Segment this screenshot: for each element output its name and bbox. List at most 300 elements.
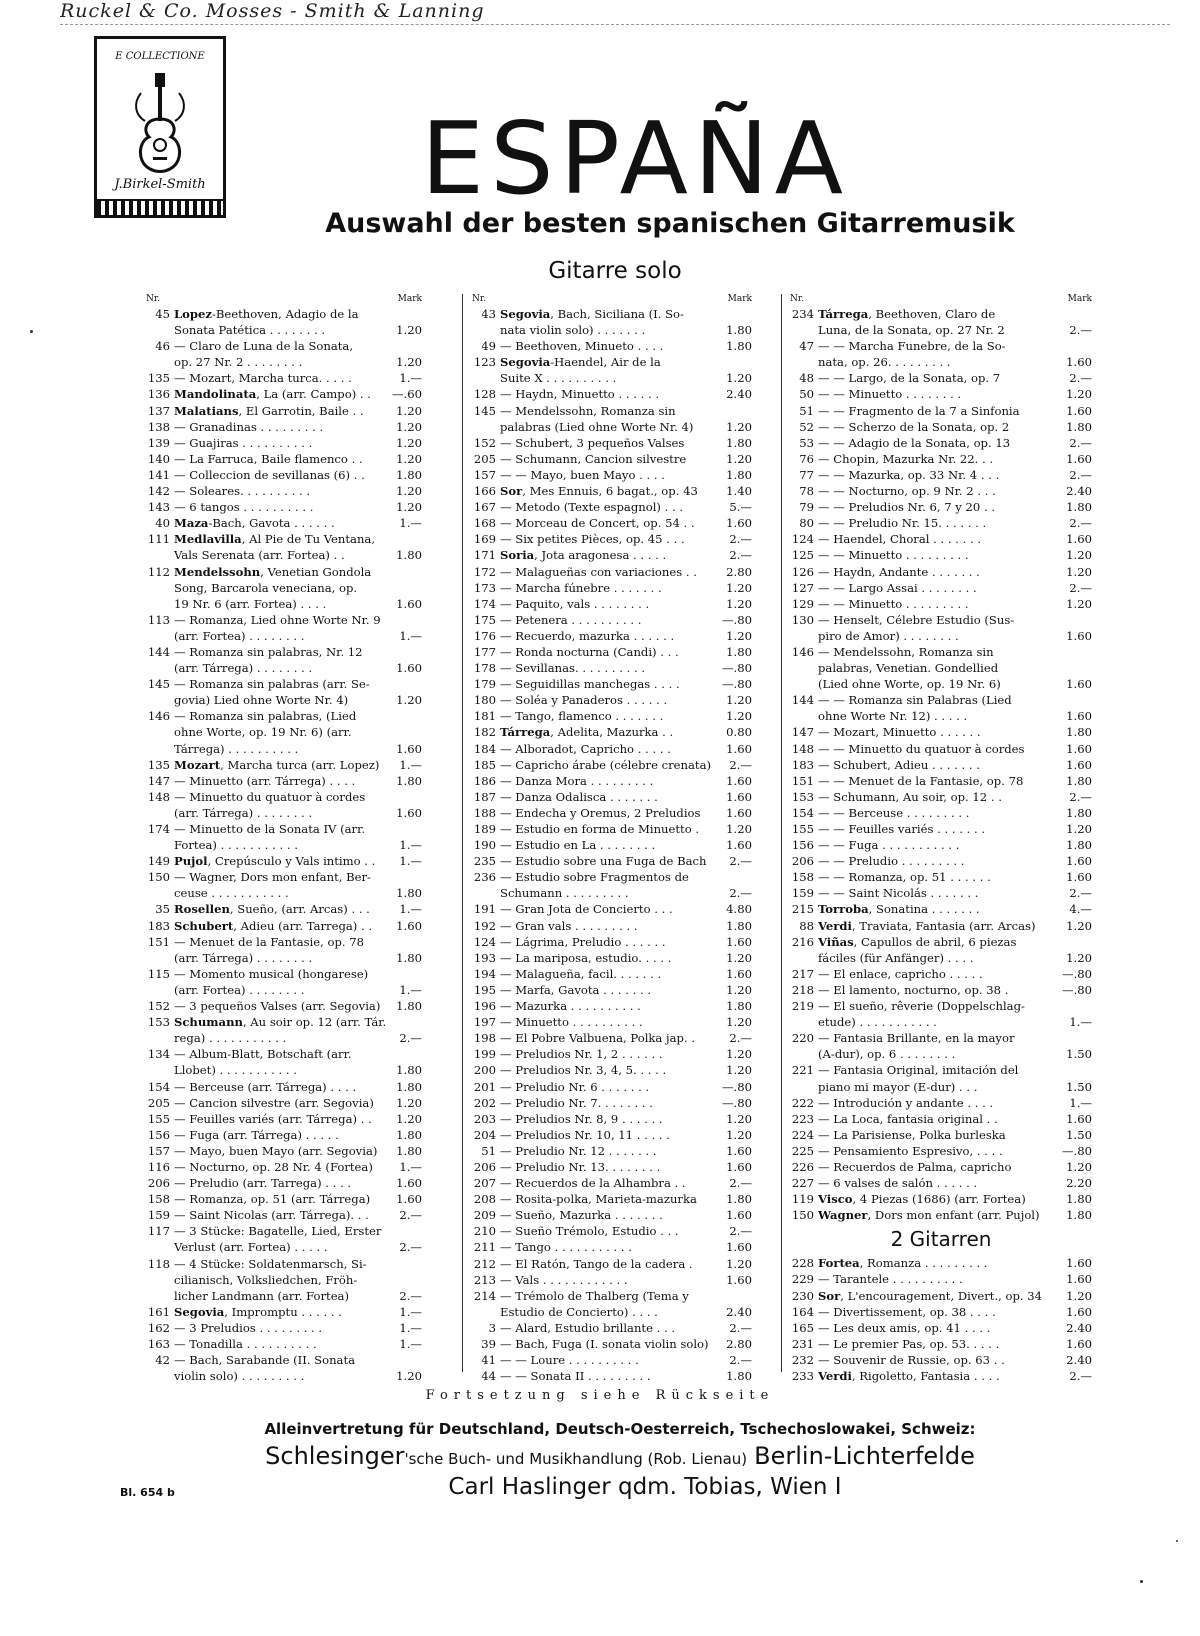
entry-price: 1.20 — [396, 484, 422, 499]
catalog-entry — [472, 773, 752, 789]
entry-title: — Romanza sin palabras, Nr. 12 — [174, 644, 363, 659]
entry-title: — Estudio sobre una Fuga de Bach — [500, 854, 707, 869]
entry-price: 1.20 — [396, 1111, 422, 1126]
entry-price: 1.50 — [1066, 1127, 1092, 1142]
catalog-entry — [790, 596, 1092, 612]
entry-number: 172 — [473, 564, 496, 579]
catalog-entry — [146, 1191, 422, 1207]
entry-price — [388, 966, 422, 982]
catalog-entry — [790, 1207, 1092, 1223]
entry-price — [718, 306, 752, 322]
catalog-entry — [472, 1079, 752, 1095]
entry-title: licher Landmann (arr. Fortea) — [174, 1288, 349, 1303]
entry-title: — Lágrima, Preludio . . . . . . — [500, 934, 666, 949]
catalog-entry — [790, 564, 1092, 580]
catalog-entry — [146, 821, 422, 837]
entry-number: 232 — [791, 1352, 814, 1367]
entry-title: — El lamento, nocturno, op. 38 . — [818, 982, 1009, 997]
entry-number: 77 — [799, 467, 814, 482]
catalog-entry — [790, 789, 1092, 805]
entry-title: — Recuerdo, mazurka . . . . . . — [500, 628, 675, 643]
entry-number: 230 — [791, 1288, 814, 1303]
entry-number: 195 — [473, 982, 496, 997]
catalog-entry — [146, 435, 422, 451]
entry-number: 162 — [147, 1320, 170, 1335]
entry-price: 1.80 — [1066, 838, 1092, 853]
entry-number: 231 — [791, 1336, 814, 1351]
entry-title: — Preludio Nr. 13. . . . . . . . — [500, 1159, 661, 1174]
entry-title: — Sueño, Mazurka . . . . . . . — [500, 1208, 663, 1223]
entry-price: 1.60 — [396, 805, 422, 820]
column-header-mark: Mark — [727, 294, 752, 304]
entry-price: 2.— — [1069, 1369, 1092, 1383]
publisher-description: 'sche Buch- und Musikhandlung (Rob. Lienau) — [404, 1450, 748, 1468]
catalog-entry — [146, 322, 422, 338]
entry-title: — Danza Odalisca . . . . . . . — [500, 789, 658, 804]
entry-title: fáciles (für Anfänger) . . . . — [818, 950, 974, 965]
entry-number: 159 — [791, 886, 814, 901]
entry-title: — — Preludio . . . . . . . . . — [818, 854, 965, 869]
entry-title: ohne Worte, op. 19 Nr. 6) (arr. — [174, 725, 352, 740]
entry-title: — Menuet de la Fantasie, op. 78 — [174, 934, 365, 949]
entry-number: 48 — [799, 371, 814, 386]
catalog-entry — [146, 580, 422, 596]
entry-number: 134 — [147, 1047, 170, 1062]
entry-title: Luna, de la Sonata, op. 27 Nr. 2 — [818, 323, 1005, 338]
entry-price: 2.— — [1069, 516, 1092, 531]
entry-title: Verdi, Traviata, Fantasia (arr. Arcas) — [818, 918, 1036, 933]
catalog-entry — [472, 998, 752, 1014]
catalog-entry — [472, 483, 752, 499]
entry-price: 1.— — [399, 1304, 422, 1319]
entry-title: — Mozart, Minuetto . . . . . . — [818, 725, 981, 740]
entry-number: 116 — [147, 1159, 170, 1174]
entry-price — [718, 354, 752, 370]
entry-title: — Morceau de Concert, op. 54 . . — [500, 516, 695, 531]
entry-number: 44 — [481, 1369, 496, 1384]
catalog-entry — [146, 1159, 422, 1175]
entry-number: 164 — [791, 1304, 814, 1319]
entry-title: Suite X . . . . . . . . . . — [500, 371, 617, 386]
entry-price — [388, 869, 422, 885]
continued-note: Fortsetzung siehe Rückseite — [425, 1388, 775, 1403]
entry-number: 209 — [473, 1208, 496, 1223]
entry-number: 130 — [791, 612, 814, 627]
entry-number: 150 — [791, 1208, 814, 1223]
entry-number: 80 — [799, 516, 814, 531]
entry-title: — El enlace, capricho . . . . . — [818, 966, 983, 981]
entry-number: 203 — [473, 1111, 496, 1126]
entry-price — [1058, 306, 1092, 322]
entry-price: 1.20 — [1066, 918, 1092, 933]
entry-number: 154 — [147, 1079, 170, 1094]
catalog-entry — [146, 1320, 422, 1336]
entry-price: 1.— — [399, 628, 422, 643]
entry-number: 145 — [473, 403, 496, 418]
entry-number — [790, 676, 818, 692]
entry-price: 1.20 — [1066, 596, 1092, 611]
catalog-entry — [472, 982, 752, 998]
entry-price: 2.— — [399, 1031, 422, 1046]
catalog-entry — [472, 1175, 752, 1191]
entry-number: 138 — [147, 419, 170, 434]
entry-title: — — Mayo, buen Mayo . . . . — [500, 467, 665, 482]
entry-price: 1.60 — [1066, 870, 1092, 885]
entry-price: 4.80 — [726, 902, 752, 917]
entry-title: — Feuilles variés (arr. Tárrega) . . — [174, 1111, 372, 1126]
entry-title: Mendelssohn, Venetian Gondola — [174, 564, 372, 579]
column-header-mark: Mark — [1067, 294, 1092, 304]
entry-price: 2.— — [1069, 435, 1092, 450]
entry-number: 184 — [473, 741, 496, 756]
entry-title: — Tonadilla . . . . . . . . . . — [174, 1337, 317, 1351]
entry-number — [790, 1014, 818, 1030]
entry-title: Song, Barcarola veneciana, op. — [174, 580, 358, 595]
entry-price: —.80 — [721, 661, 752, 676]
entry-title: — Haendel, Choral . . . . . . . — [818, 532, 982, 547]
entry-number: 174 — [147, 822, 170, 836]
catalog-entry — [790, 1046, 1092, 1062]
entry-price: 2.— — [729, 757, 752, 772]
catalog-entry — [790, 741, 1092, 757]
catalog-entry — [146, 451, 422, 467]
catalog-entry — [790, 837, 1092, 853]
catalog-entry — [790, 1127, 1092, 1143]
entry-title: — Colleccion de sevillanas (6) . . — [174, 467, 365, 482]
entry-price: 1.20 — [726, 1047, 752, 1062]
entry-price: 1.60 — [396, 596, 422, 611]
entry-title: — — Romanza sin Palabras (Lied — [818, 693, 1012, 708]
catalog-entry — [146, 918, 422, 934]
entry-price: 2.— — [729, 548, 752, 563]
entry-title: — Bach, Fuga (I. sonata violin solo) — [500, 1337, 709, 1351]
catalog-entry — [146, 805, 422, 821]
entry-title: — Sueño Trémolo, Estudio . . . — [500, 1224, 679, 1239]
entry-price: 1.80 — [396, 1143, 422, 1158]
entry-title: — Gran Jota de Concierto . . . — [500, 902, 673, 917]
entry-title: — — Minuetto . . . . . . . . . — [818, 596, 969, 611]
catalog-entry — [146, 1127, 422, 1143]
entry-price: 1.20 — [726, 1256, 752, 1271]
catalog-entry — [472, 564, 752, 580]
entry-number — [146, 547, 174, 563]
entry-price: 1.60 — [726, 1159, 752, 1174]
entry-number: 193 — [473, 950, 496, 965]
entry-number: 111 — [147, 532, 170, 547]
catalog-entry — [472, 1111, 752, 1127]
catalog-entry — [146, 403, 422, 419]
entry-price: 1.80 — [1066, 500, 1092, 515]
entry-number: 53 — [799, 435, 814, 450]
catalog-entry — [790, 1175, 1092, 1191]
column-header-nr: Nr. — [790, 294, 805, 304]
entry-price: 1.— — [399, 1320, 422, 1335]
entry-price: 2.— — [1069, 886, 1092, 901]
entry-price: 1.80 — [396, 1079, 422, 1094]
catalog-entry — [146, 515, 422, 531]
entry-number: 192 — [473, 918, 496, 933]
entry-price — [388, 564, 422, 580]
entry-price: 1.— — [1069, 1015, 1092, 1030]
entry-number: 177 — [473, 644, 496, 659]
catalog-entry — [472, 805, 752, 821]
entry-price — [718, 1288, 752, 1304]
entry-title: — Preludio Nr. 6 . . . . . . . — [500, 1079, 650, 1094]
entry-title: Vals Serenata (arr. Fortea) . . — [174, 548, 345, 563]
entry-title: ohne Worte Nr. 12) . . . . . — [818, 709, 968, 724]
entry-number: 222 — [791, 1095, 814, 1110]
entry-price: 1.— — [399, 838, 422, 853]
entry-title: — Rosita-polka, Marieta-mazurka — [500, 1192, 697, 1207]
column-header — [146, 294, 422, 304]
entry-title: — Album-Blatt, Botschaft (arr. — [174, 1047, 352, 1062]
entry-number: 226 — [791, 1159, 814, 1174]
paper-speck — [30, 330, 33, 333]
entry-number — [790, 628, 818, 644]
entry-title: Lopez-Beethoven, Adagio de la — [174, 307, 359, 321]
catalog-entry — [472, 1159, 752, 1175]
entry-number: 183 — [791, 757, 814, 772]
entry-title: govia) Lied ohne Worte Nr. 4) — [174, 693, 349, 708]
entry-price: 1.20 — [396, 435, 422, 450]
catalog-entry — [790, 1352, 1092, 1368]
entry-price: 4.— — [1069, 902, 1092, 917]
entry-title: — Estudio en La . . . . . . . . — [500, 838, 656, 853]
entry-title: (arr. Tárrega) . . . . . . . . — [174, 950, 313, 965]
entry-number: 194 — [473, 966, 496, 981]
entry-number: 178 — [473, 661, 496, 676]
entry-price: 1.60 — [726, 838, 752, 853]
entry-title: — Claro de Luna de la Sonata, — [174, 339, 354, 354]
entry-price: 1.60 — [726, 1208, 752, 1223]
entry-title: etude) . . . . . . . . . . . — [818, 1015, 937, 1030]
entry-number: 118 — [147, 1256, 170, 1271]
entry-price: 1.20 — [396, 451, 422, 466]
entry-title: — Alard, Estudio brillante . . . — [500, 1320, 676, 1335]
entry-number: 174 — [473, 596, 496, 611]
catalog-entry — [472, 419, 752, 435]
entry-number — [790, 1079, 818, 1095]
catalog-entry — [146, 1336, 422, 1352]
entry-number: 52 — [799, 419, 814, 434]
entry-price: 1.80 — [396, 1127, 422, 1142]
entry-price: 1.60 — [396, 741, 422, 756]
catalog-entry — [790, 547, 1092, 563]
catalog-entry — [146, 692, 422, 708]
entry-number: 135 — [147, 757, 170, 772]
catalog-entry — [146, 982, 422, 998]
entry-title: Llobet) . . . . . . . . . . . — [174, 1063, 297, 1078]
entry-number: 211 — [473, 1240, 496, 1255]
entry-title: — — Minuetto . . . . . . . . — [818, 387, 962, 402]
entry-title: — Introdución y andante . . . . — [818, 1095, 994, 1110]
entry-title: — 3 pequeños Valses (arr. Segovia) — [174, 999, 381, 1014]
entry-title: — 6 valses de salón . . . . . . — [818, 1176, 978, 1191]
entry-number: 50 — [799, 387, 814, 402]
catalog-entry — [146, 660, 422, 676]
catalog-entry — [146, 934, 422, 950]
entry-title: — Mozart, Marcha turca. . . . . — [174, 371, 352, 386]
entry-price: 1.60 — [1066, 451, 1092, 466]
catalog-entry — [146, 644, 422, 660]
entry-title: — Soleares. . . . . . . . . . — [174, 484, 311, 499]
entry-title: — — Sonata II . . . . . . . . . — [500, 1369, 651, 1384]
entry-number: 187 — [473, 789, 496, 804]
entry-title: — Cancion silvestre (arr. Segovia) — [174, 1095, 374, 1110]
entry-number: 137 — [147, 403, 170, 418]
catalog-entry — [790, 1320, 1092, 1336]
entry-price: 1.60 — [726, 1272, 752, 1287]
entry-price: 1.80 — [1066, 1192, 1092, 1207]
entry-title: — Beethoven, Minueto . . . . — [500, 339, 664, 354]
entry-number — [146, 1272, 174, 1288]
entry-number: 51 — [481, 1143, 496, 1158]
catalog-entry — [146, 467, 422, 483]
entry-title: — — Marcha Funebre, de la So- — [818, 339, 1006, 354]
entry-price: 1.80 — [726, 644, 752, 659]
catalog-column-3 — [790, 294, 1092, 1384]
entry-price: 1.60 — [726, 1143, 752, 1158]
entry-number — [146, 741, 174, 757]
entry-price: 1.80 — [396, 950, 422, 965]
entry-price: 1.20 — [726, 982, 752, 997]
entry-title: Fortea) . . . . . . . . . . . — [174, 838, 298, 853]
entry-price: 1.80 — [1066, 805, 1092, 820]
entry-title: Malatians, El Garrotin, Baile . . — [174, 403, 364, 418]
catalog-entry — [146, 564, 422, 580]
entry-price: 1.— — [399, 757, 422, 772]
catalog-entry — [790, 676, 1092, 692]
entry-price: 1.60 — [726, 516, 752, 531]
catalog-entry — [472, 1256, 752, 1272]
entry-number: 41 — [481, 1353, 496, 1368]
entry-title: — Preludios Nr. 10, 11 . . . . . — [500, 1127, 670, 1142]
entry-price: 2.80 — [726, 1337, 752, 1351]
catalog-entry — [790, 403, 1092, 419]
entry-number: 206 — [147, 1176, 170, 1191]
entry-number: 196 — [473, 999, 496, 1014]
plate-number: Bl. 654 b — [120, 1486, 175, 1499]
entry-number: 148 — [791, 741, 814, 756]
catalog-entry — [790, 966, 1092, 982]
entry-title: (A-dur), op. 6 . . . . . . . . — [818, 1047, 956, 1062]
catalog-entry — [472, 1272, 752, 1288]
entry-price: —.60 — [391, 387, 422, 402]
entry-title: — Minuetto . . . . . . . . . . — [500, 1015, 643, 1030]
entry-title: Schubert, Adieu (arr. Tarrega) . . — [174, 918, 373, 933]
entry-title: op. 27 Nr. 2 . . . . . . . . — [174, 355, 303, 370]
entry-number: 223 — [791, 1111, 814, 1126]
entry-price — [718, 869, 752, 885]
entry-number: 227 — [791, 1176, 814, 1191]
catalog-entry — [472, 821, 752, 837]
entry-price: 1.— — [399, 371, 422, 386]
entry-price: 2.40 — [726, 1304, 752, 1319]
entry-price: 2.— — [399, 1208, 422, 1223]
catalog-entry — [472, 1030, 752, 1046]
catalog-entry — [146, 628, 422, 644]
catalog-entry — [146, 789, 422, 805]
catalog-entry — [472, 596, 752, 612]
catalog-entry — [146, 370, 422, 386]
entry-title: — La Loca, fantasia original . . — [818, 1111, 998, 1126]
entry-title: Segovia, Impromptu . . . . . . — [174, 1304, 342, 1319]
entry-title: palabras (Lied ohne Worte Nr. 4) — [500, 419, 694, 434]
entry-price: 1.80 — [726, 999, 752, 1014]
entry-title: — Marfa, Gavota . . . . . . . — [500, 982, 652, 997]
entry-title: Tárrega) . . . . . . . . . . — [174, 741, 299, 756]
entry-number: 159 — [147, 1208, 170, 1223]
entry-price: 1.40 — [726, 484, 752, 499]
entry-title: — Chopin, Mazurka Nr. 22. . . — [818, 451, 994, 466]
entry-title: — Alboradot, Capricho . . . . . — [500, 741, 671, 756]
entry-title: — Romanza sin palabras, (Lied — [174, 709, 357, 724]
entry-number: 161 — [147, 1304, 170, 1319]
entry-number — [146, 1368, 174, 1384]
entry-price: —.80 — [1061, 1143, 1092, 1158]
catalog-entry — [790, 934, 1092, 950]
catalog-entry — [790, 1062, 1092, 1078]
catalog-entry — [146, 1256, 422, 1272]
entry-price: 1.20 — [726, 1127, 752, 1142]
entry-price: 1.80 — [1066, 725, 1092, 740]
catalog-entry — [146, 837, 422, 853]
catalog-entry — [472, 338, 752, 354]
catalog-entry — [790, 918, 1092, 934]
catalog-entry — [790, 724, 1092, 740]
column-divider — [462, 294, 463, 1372]
entry-title: Sonata Patética . . . . . . . . — [174, 323, 326, 338]
entry-number: 49 — [481, 339, 496, 354]
entry-title: — — Minuetto du quatuor à cordes — [818, 741, 1025, 756]
entry-number: 125 — [791, 548, 814, 563]
catalog-entry — [146, 1062, 422, 1078]
entry-number: 191 — [473, 902, 496, 917]
entry-price: 2.— — [399, 1288, 422, 1303]
catalog-entry — [790, 660, 1092, 676]
entry-number — [146, 982, 174, 998]
entry-price: 2.— — [1069, 371, 1092, 386]
entry-title: cilianisch, Volksliedchen, Fröh- — [174, 1272, 358, 1287]
catalog-entry — [472, 403, 752, 419]
catalog-entry — [472, 1368, 752, 1384]
entry-price: 1.20 — [726, 1063, 752, 1078]
entry-number: 167 — [473, 500, 496, 515]
catalog-entry — [472, 322, 752, 338]
entry-number: 220 — [791, 1031, 814, 1046]
entry-number: 150 — [147, 870, 170, 885]
entry-price: 1.60 — [1066, 355, 1092, 370]
entry-number: 147 — [147, 773, 170, 788]
entry-number: 216 — [791, 934, 814, 949]
catalog-entry — [146, 773, 422, 789]
paper-speck — [1140, 1580, 1143, 1583]
column-header-mark: Mark — [397, 294, 422, 304]
catalog-entry — [790, 370, 1092, 386]
catalog-entry — [146, 1111, 422, 1127]
entry-title: — Le premier Pas, op. 53. . . . . — [818, 1336, 1000, 1351]
entry-title: — Preludios Nr. 3, 4, 5. . . . . — [500, 1063, 667, 1078]
entry-number: 163 — [147, 1337, 170, 1351]
catalog-entry — [146, 724, 422, 740]
entry-price: 1.— — [399, 854, 422, 869]
entry-number — [790, 950, 818, 966]
entry-price: 1.60 — [1066, 1272, 1092, 1287]
catalog-entry — [146, 1095, 422, 1111]
entry-number: 235 — [473, 854, 496, 869]
page-title: ESPAÑA — [420, 100, 850, 217]
catalog-entry — [790, 467, 1092, 483]
